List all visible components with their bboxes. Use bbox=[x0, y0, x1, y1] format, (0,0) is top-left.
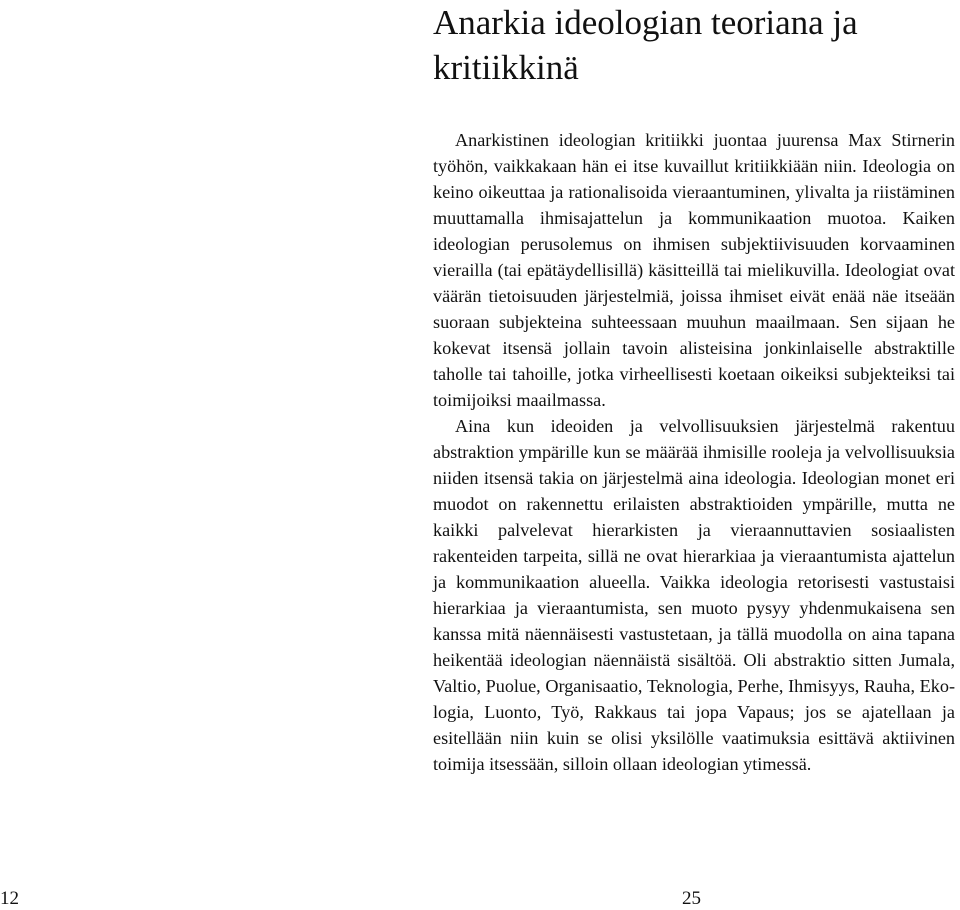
article-body bbox=[433, 127, 955, 777]
page-number-left: 12 bbox=[0, 888, 19, 909]
page-title: Anarkia ideologian teoriana ja kritiikkinä bbox=[433, 3, 858, 87]
paragraph: Aina kun ideoiden ja velvollisuuksien järjestelmä rakentuu abstraktion ympärille kun se määrää ihmisille rooleja ja velvollisuuksia niiden itsensä takia on järjestelmä aina ideologia. Ideologian monet eri muodot on rakennettu erilaisten abstraktioiden ympärille, mutta ne kaikki palvelevat hierarkisten ja vieraannuttavien sosiaalisten rakenteiden tarpeita, sillä ne ovat hierarkiaa ja vieraantumista ajattelun ja kommunikaation alueella. Vaikka ideologia retorisesti vastustaisi hierarkiaa ja vieraantumista, sen muoto pysyy yhdenmukaisena sen kanssa mitä näennäisesti vastustetaan, ja tällä muodolla on aina tapana heikentää ideologian näennäistä sisältöä. Oli abstraktio sitten Jumala, Valtio, Puolue, Organisaatio, Teknologia, Perhe, Ihmisyys, Rauha, Ekologia, Luonto, Työ, Rakkaus tai jopa Vapaus; jos se ajatellaan ja esitellään niin kuin se olisi yksilölle vaatimuksia esittävä aktiivinen toimija itsessään, silloin ollaan ideologian ytimessä. bbox=[433, 416, 955, 774]
page-number-right: 25 bbox=[682, 888, 701, 909]
paragraph: Anarkistinen ideologian kritiikki juontaa juurensa Max Stirnerin työhön, vaikkakaan hän ei itse kuvaillut kritiikkiään niin. Ideologia on keino oikeuttaa ja rationalisoida vieraantuminen, ylivalta ja riistäminen muuttamalla ihmisajattelun ja kommunikaation muotoa. Kaiken ideologian perusolemus on ihmisen subjektiivisuuden korvaaminen vierailla (tai epätäydellisillä) käsitteillä tai mielikuvilla. Ideologiat ovat väärän tietoisuuden järjestelmiä, joissa ihmiset eivät enää näe itseään suoraan subjekteina suhteessaan muuhun maailmaan. Sen sijaan he kokevat itsensä jollain tavoin alisteisina jonkinlaiselle abstraktille taholle tai tahoille, jotka virheellisesti koetaan oikeiksi subjekteiksi tai toimijoiksi maailmassa. bbox=[433, 130, 955, 410]
